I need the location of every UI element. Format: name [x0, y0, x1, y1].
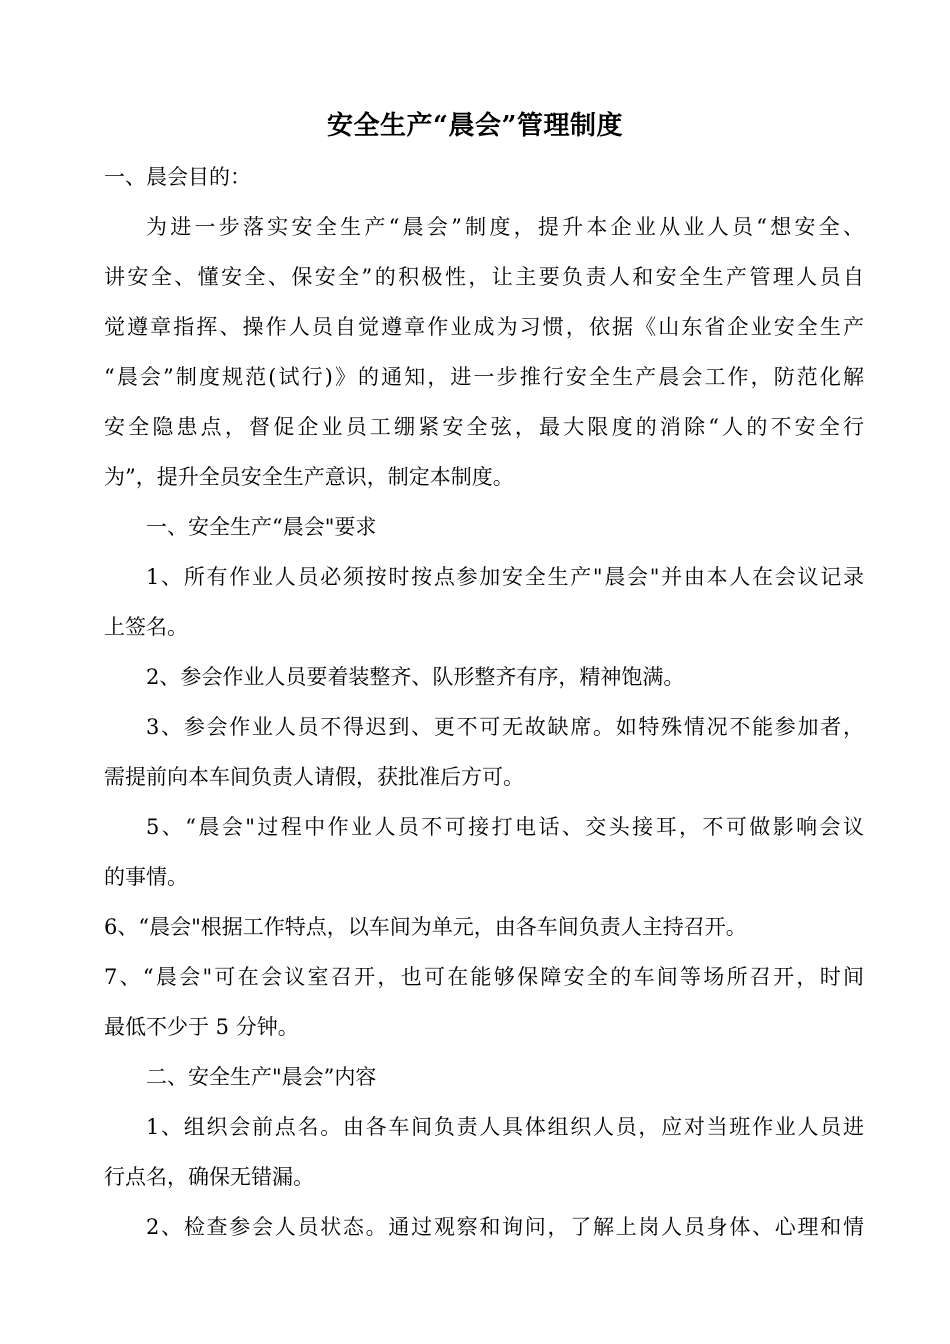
paragraph-line: 觉遵章指挥、操作人员自觉遵章作业成为习惯，依据《山东省企业安全生产	[104, 315, 864, 339]
section-heading-content: 二、安全生产"晨会”内容	[146, 1065, 377, 1089]
paragraph-line: 安全隐患点，督促企业员工绷紧安全弦，最大限度的消除“人的不安全行	[104, 415, 864, 439]
list-item-line: 最低不少于 5 分钟。	[104, 1015, 299, 1039]
list-item-line: 1、所有作业人员必须按时按点参加安全生产"晨会"并由本人在会议记录	[146, 565, 864, 589]
list-item-line: 的事情。	[104, 865, 188, 889]
paragraph-line: “晨会”制度规范(试行)》的通知，进一步推行安全生产晨会工作，防范化解	[104, 365, 864, 389]
list-item-line: 3、参会作业人员不得迟到、更不可无故缺席。如特殊情况不能参加者，	[146, 715, 864, 739]
list-item-line: 上签名。	[104, 615, 188, 639]
section-heading-requirements: 一、安全生产“晨会"要求	[146, 515, 377, 539]
paragraph-line: 为进一步落实安全生产“晨会”制度，提升本企业从业人员“想安全、	[146, 215, 864, 239]
list-item-line: 2、检查参会人员状态。通过观察和询问，了解上岗人员身体、心理和情	[146, 1215, 864, 1239]
paragraph-line: 为”，提升全员安全生产意识，制定本制度。	[104, 465, 514, 489]
paragraph-line: 讲安全、懂安全、保安全”的积极性，让主要负责人和安全生产管理人员自	[104, 265, 864, 289]
document-title: 安全生产“晨会”管理制度	[327, 111, 623, 141]
list-item-line: 1、组织会前点名。由各车间负责人具体组织人员，应对当班作业人员进	[146, 1115, 864, 1139]
section-heading-purpose: 一、晨会目的：	[104, 165, 251, 189]
list-item-line: 7、“晨会"可在会议室召开，也可在能够保障安全的车间等场所召开，时间	[104, 965, 864, 989]
list-item-line: 6、“晨会"根据工作特点，以车间为单元，由各车间负责人主持召开。	[104, 915, 747, 939]
list-item-line: 行点名，确保无错漏。	[104, 1165, 314, 1189]
list-item-line: 5、“晨会"过程中作业人员不可接打电话、交头接耳，不可做影响会议	[146, 815, 864, 839]
list-item-line: 需提前向本车间负责人请假，获批准后方可。	[104, 765, 524, 789]
list-item-line: 2、参会作业人员要着装整齐、队形整齐有序，精神饱满。	[146, 665, 685, 689]
